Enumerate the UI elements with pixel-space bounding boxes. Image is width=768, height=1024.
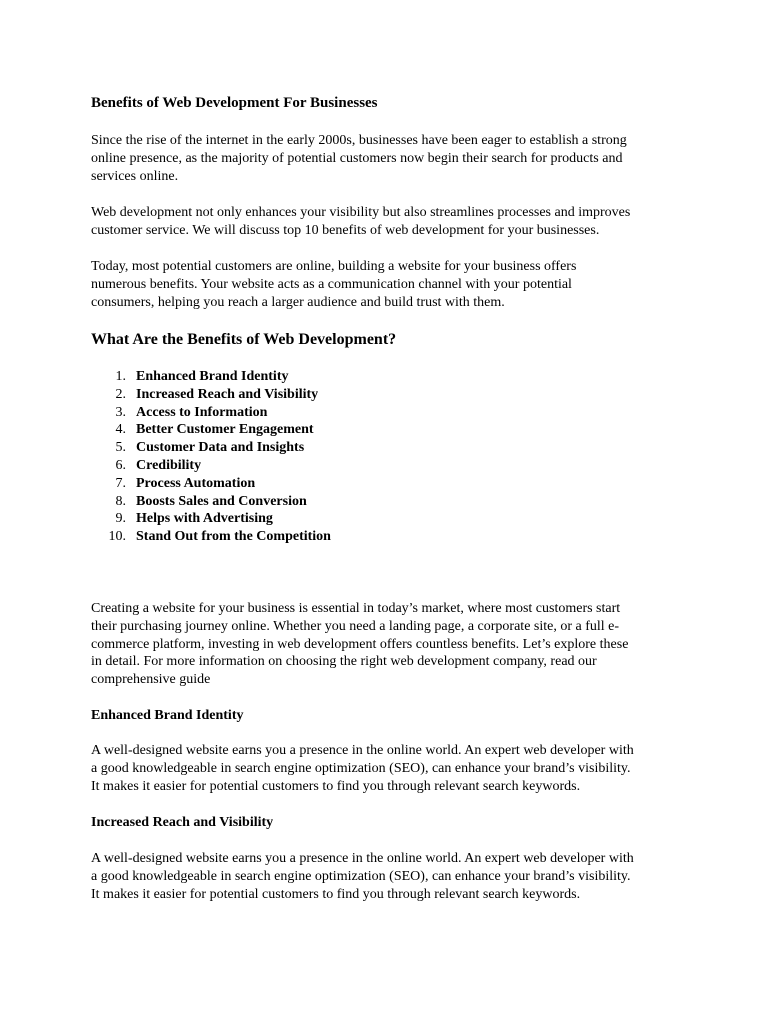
list-item-number: 1. bbox=[115, 369, 126, 384]
list-item-number: 3. bbox=[115, 404, 126, 420]
list-item-text: Stand Out from the Competition bbox=[136, 529, 331, 545]
list-item-text: Process Automation bbox=[136, 475, 256, 491]
intro-paragraph-2 bbox=[91, 204, 691, 240]
list-item-text: Increased Reach and Visibility bbox=[136, 386, 319, 402]
list-item-text: Enhanced Brand Identity bbox=[136, 369, 289, 384]
list-item-text: Access to Information bbox=[136, 404, 268, 420]
list-item-number: 2. bbox=[115, 386, 126, 402]
paragraph-line: Creating a website for your business is essential in today’s market, where most customers start bbox=[91, 601, 621, 616]
paragraph-line: Since the rise of the internet in the early 2000s, businesses have been eager to establish a strong bbox=[91, 133, 627, 148]
list-item bbox=[91, 404, 331, 422]
section-heading: Increased Reach and Visibility bbox=[91, 815, 274, 830]
list-item-text: Helps with Advertising bbox=[136, 511, 273, 527]
list-item-number: 9. bbox=[115, 511, 126, 527]
list-item bbox=[91, 368, 331, 386]
list-item-text: Customer Data and Insights bbox=[136, 440, 305, 456]
document-title: Benefits of Web Development For Businesses bbox=[91, 95, 378, 111]
intro-paragraph-1 bbox=[91, 132, 691, 185]
list-item bbox=[91, 528, 331, 546]
paragraph-line: a good knowledgeable in search engine optimization (SEO), can enhance your brand’s visibility. bbox=[91, 868, 631, 884]
list-item bbox=[91, 457, 331, 475]
section-paragraph bbox=[91, 742, 691, 795]
list-item bbox=[91, 386, 331, 404]
list-item bbox=[91, 475, 331, 493]
paragraph-line: It makes it easier for potential customers to find you through relevant search keywords. bbox=[91, 886, 581, 902]
paragraph-line: Today, most potential customers are online, building a website for your business offers bbox=[91, 259, 577, 274]
paragraph-line: customer service. We will discuss top 10 benefits of web development for your businesses. bbox=[91, 222, 600, 238]
list-item-number: 5. bbox=[115, 440, 126, 456]
section-paragraph bbox=[91, 850, 691, 903]
section-heading: Enhanced Brand Identity bbox=[91, 708, 244, 723]
benefits-list bbox=[91, 368, 331, 546]
paragraph-line: their purchasing journey online. Whether you need a landing page, a corporate site, or a full e- bbox=[91, 618, 620, 634]
paragraph-line: in detail. For more information on choosing the right web development company, read our bbox=[91, 654, 597, 670]
paragraph-line: numerous benefits. Your website acts as a communication channel with your potential bbox=[91, 276, 572, 292]
paragraph-line: A well-designed website earns you a presence in the online world. An expert web developer with bbox=[91, 851, 634, 866]
intro-paragraph-3 bbox=[91, 258, 691, 311]
list-item-text: Credibility bbox=[136, 457, 202, 473]
paragraph-line: Web development not only enhances your visibility but also streamlines processes and improves bbox=[91, 205, 631, 220]
paragraph-line: a good knowledgeable in search engine optimization (SEO), can enhance your brand’s visibility. bbox=[91, 760, 631, 776]
paragraph-line: services online. bbox=[91, 168, 179, 184]
list-item bbox=[91, 510, 331, 528]
list-item-number: 10. bbox=[108, 529, 126, 545]
paragraph-line: It makes it easier for potential customers to find you through relevant search keywords. bbox=[91, 778, 581, 794]
list-item-number: 8. bbox=[115, 493, 126, 509]
paragraph-line: A well-designed website earns you a presence in the online world. An expert web developer with bbox=[91, 743, 634, 758]
list-item-number: 7. bbox=[115, 475, 126, 491]
list-item-text: Better Customer Engagement bbox=[136, 422, 314, 438]
list-item-number: 4. bbox=[115, 422, 126, 438]
benefits-heading: What Are the Benefits of Web Development? bbox=[91, 331, 397, 348]
list-item-text: Boosts Sales and Conversion bbox=[136, 493, 307, 509]
closing-paragraph bbox=[91, 600, 691, 689]
paragraph-line: consumers, helping you reach a larger audience and build trust with them. bbox=[91, 294, 505, 310]
paragraph-line: comprehensive guide bbox=[91, 672, 211, 688]
list-item bbox=[91, 439, 331, 457]
paragraph-line: commerce platform, investing in web development offers countless benefits. Let’s explore these bbox=[91, 636, 629, 652]
list-item bbox=[91, 421, 331, 439]
paragraph-line: online presence, as the majority of potential customers now begin their search for products and bbox=[91, 150, 623, 166]
list-item bbox=[91, 493, 331, 511]
list-item-number: 6. bbox=[115, 457, 126, 473]
